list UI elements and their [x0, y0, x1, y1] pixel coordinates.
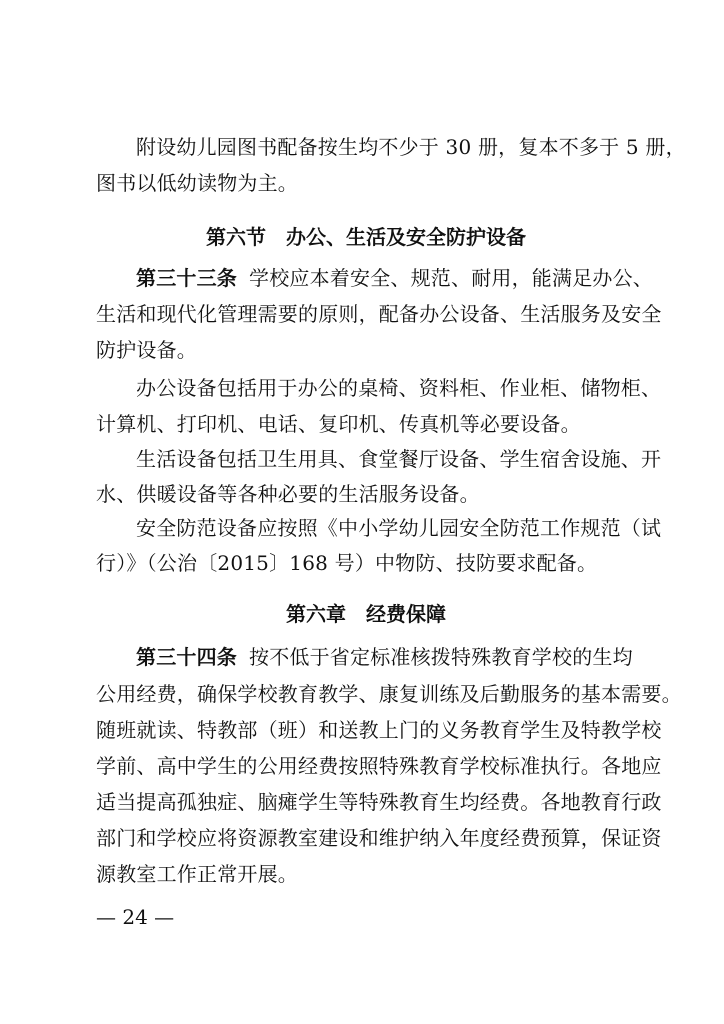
safety-equipment-line-1: 安全防范设备应按照《中小学幼儿园安全防范工作规范（试 [136, 516, 662, 540]
safety-equipment-line-2: 行）》（公治〔2015〕168 号）中物防、技防要求配备。 [96, 551, 598, 575]
article-34-number: 第三十四条 [136, 645, 237, 669]
article-33-text-1: 学校应本着安全、规范、耐用，能满足办公、 [249, 266, 653, 290]
living-equipment-line-2: 水、供暖设备等各种必要的生活服务设备。 [96, 482, 480, 506]
article-34-line-3: 随班就读、特教部（班）和送教上门的义务教育学生及特教学校 [96, 718, 662, 742]
library-paragraph-line-1: 附设幼儿园图书配备按生均不少于 30 册，复本不多于 5 册， [136, 135, 686, 159]
library-paragraph-line-2: 图书以低幼读物为主。 [96, 171, 298, 195]
article-33-line-2: 生活和现代化管理需要的原则，配备办公设备、生活服务及安全 [96, 302, 662, 326]
living-equipment-line-1: 生活设备包括卫生用具、食堂餐厅设备、学生宿舍设施、开 [136, 447, 662, 471]
article-33-line-3: 防护设备。 [96, 338, 197, 362]
page-number: — 24 — [96, 905, 175, 929]
article-34-line-7: 源教室工作正常开展。 [96, 862, 298, 886]
article-34-text-1: 按不低于省定标准核拨特殊教育学校的生均 [249, 645, 633, 669]
article-34-line-2: 公用经费，确保学校教育教学、康复训练及后勤服务的基本需要。 [96, 682, 682, 706]
chapter-heading: 第六章 经费保障 [286, 602, 446, 626]
article-34-line-5: 适当提高孤独症、脑瘫学生等特殊教育生均经费。各地教育行政 [96, 790, 662, 814]
article-34-line-6: 部门和学校应将资源教室建设和维护纳入年度经费预算，保证资 [96, 826, 662, 850]
article-33-number: 第三十三条 [136, 266, 237, 290]
office-equipment-line-1: 办公设备包括用于办公的桌椅、资料柜、作业柜、储物柜、 [136, 376, 662, 400]
section-heading: 第六节 办公、生活及安全防护设备 [206, 225, 526, 249]
article-33-line-1 [136, 262, 653, 294]
article-34-line-4: 学前、高中学生的公用经费按照特殊教育学校标准执行。各地应 [96, 754, 662, 778]
article-34-line-1 [136, 641, 636, 673]
office-equipment-line-2: 计算机、打印机、电话、复印机、传真机等必要设备。 [96, 412, 581, 436]
